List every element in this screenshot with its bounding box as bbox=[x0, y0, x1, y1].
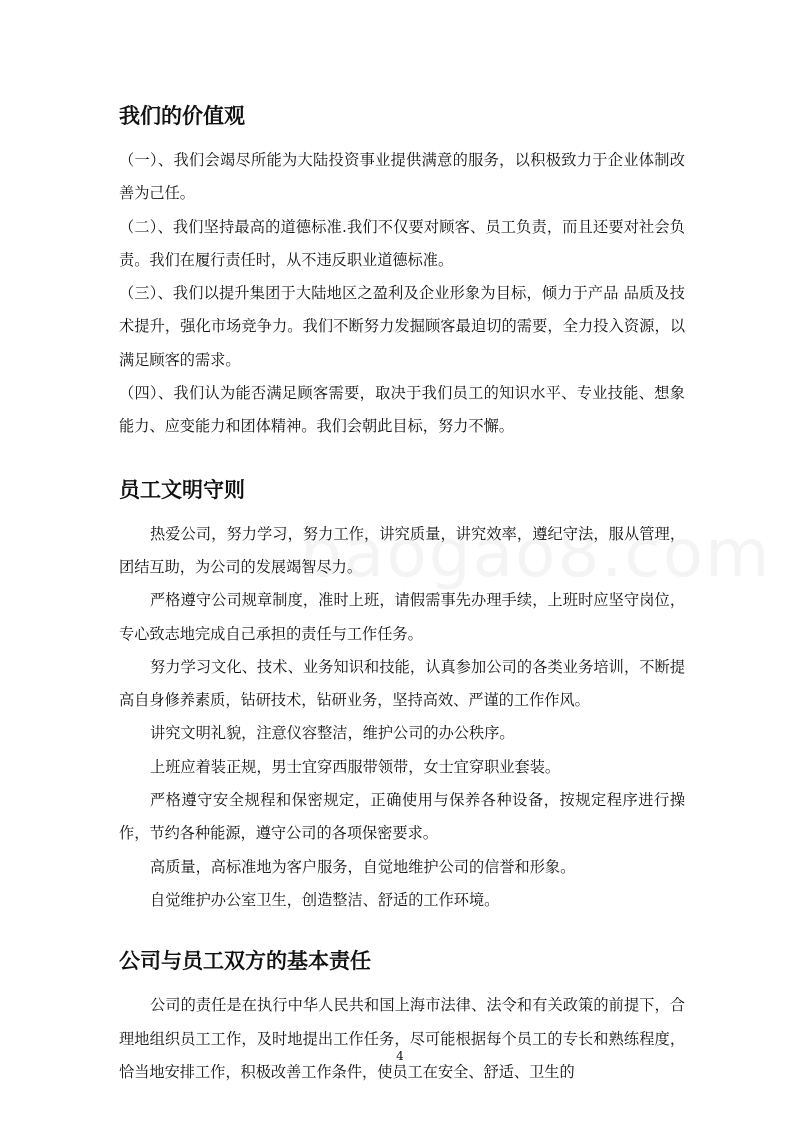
paragraph: （二）、我们坚持最高的道德标准.我们不仅要对顾客、员工负责，而且还要对社会负责。我们在履行责任时，从不违反职业道德标准。 bbox=[119, 217, 685, 269]
paragraph: 热爱公司，努力学习，努力工作，讲究质量，讲究效率，遵纪守法，服从管理，团结互助，为公司的发展竭智尽力。 bbox=[119, 524, 685, 576]
paragraph: （一）、我们会竭尽所能为大陆投资事业提供满意的服务，以积极致力于企业体制改善为己任。 bbox=[119, 151, 685, 203]
paragraph: 努力学习文化、技术、业务知识和技能，认真参加公司的各类业务培训，不断提高自身修养素质，钻研技术，钻研业务，坚持高效、严谨的工作作风。 bbox=[119, 657, 685, 710]
paragraph: 严格遵守公司规章制度，准时上班，请假需事先办理手续，上班时应坚守岗位，专心致志地完成自己承担的责任与工作任务。 bbox=[119, 591, 685, 643]
section-values bbox=[119, 92, 685, 444]
section-title: 公司与员工双方的基本责任 bbox=[119, 949, 371, 974]
paragraph: 严格遵守安全规程和保密规定，正确使用与保养各种设备，按规定程序进行操作，节约各种能源，遵守公司的各项保密要求。 bbox=[119, 791, 685, 843]
section-body bbox=[119, 989, 685, 1089]
section-mutual-responsibilities bbox=[119, 937, 685, 1089]
section-code-of-conduct bbox=[119, 466, 685, 918]
section-title: 员工文明守则 bbox=[119, 477, 245, 502]
section-body bbox=[119, 144, 685, 444]
paragraph: （四）、我们认为能否满足顾客需要，取决于我们员工的知识水平、专业技能、想象能力、应变能力和团体精神。我们会朝此目标，努力不懈。 bbox=[119, 384, 685, 436]
paragraph: 自觉维护办公室卫生，创造整洁、舒适的工作环境。 bbox=[150, 890, 500, 909]
section-title: 我们的价值观 bbox=[119, 104, 245, 128]
paragraph: （三）、我们以提升集团于大陆地区之盈利及企业形象为目标，倾力于产品 品质及技术提升，强化市场竞争力。我们不断努力发掘顾客最迫切的需要，全力投入资源，以满足顾客的需求。 bbox=[119, 284, 685, 369]
paragraph: 讲究文明礼貌，注意仪容整洁，维护公司的办公秩序。 bbox=[150, 724, 515, 743]
paragraph: 上班应着装正规，男士宜穿西服带领带，女士宜穿职业套装。 bbox=[150, 757, 561, 776]
page-number: 4 bbox=[396, 1049, 404, 1063]
section-body bbox=[119, 518, 685, 918]
paragraph: 公司的责任是在执行中华人民共和国上海市法律、法令和有关政策的前提下，合理地组织员工工作，及时地提出工作任务，尽可能根据每个员工的专长和熟练程度，恰当地安排工作，积极改善工作条件，使员工在安全、舒适、卫生的 bbox=[119, 996, 685, 1081]
document-body bbox=[119, 92, 685, 1089]
paragraph: 高质量，高标准地为客户服务，自觉地维护公司的信誉和形象。 bbox=[150, 857, 576, 876]
